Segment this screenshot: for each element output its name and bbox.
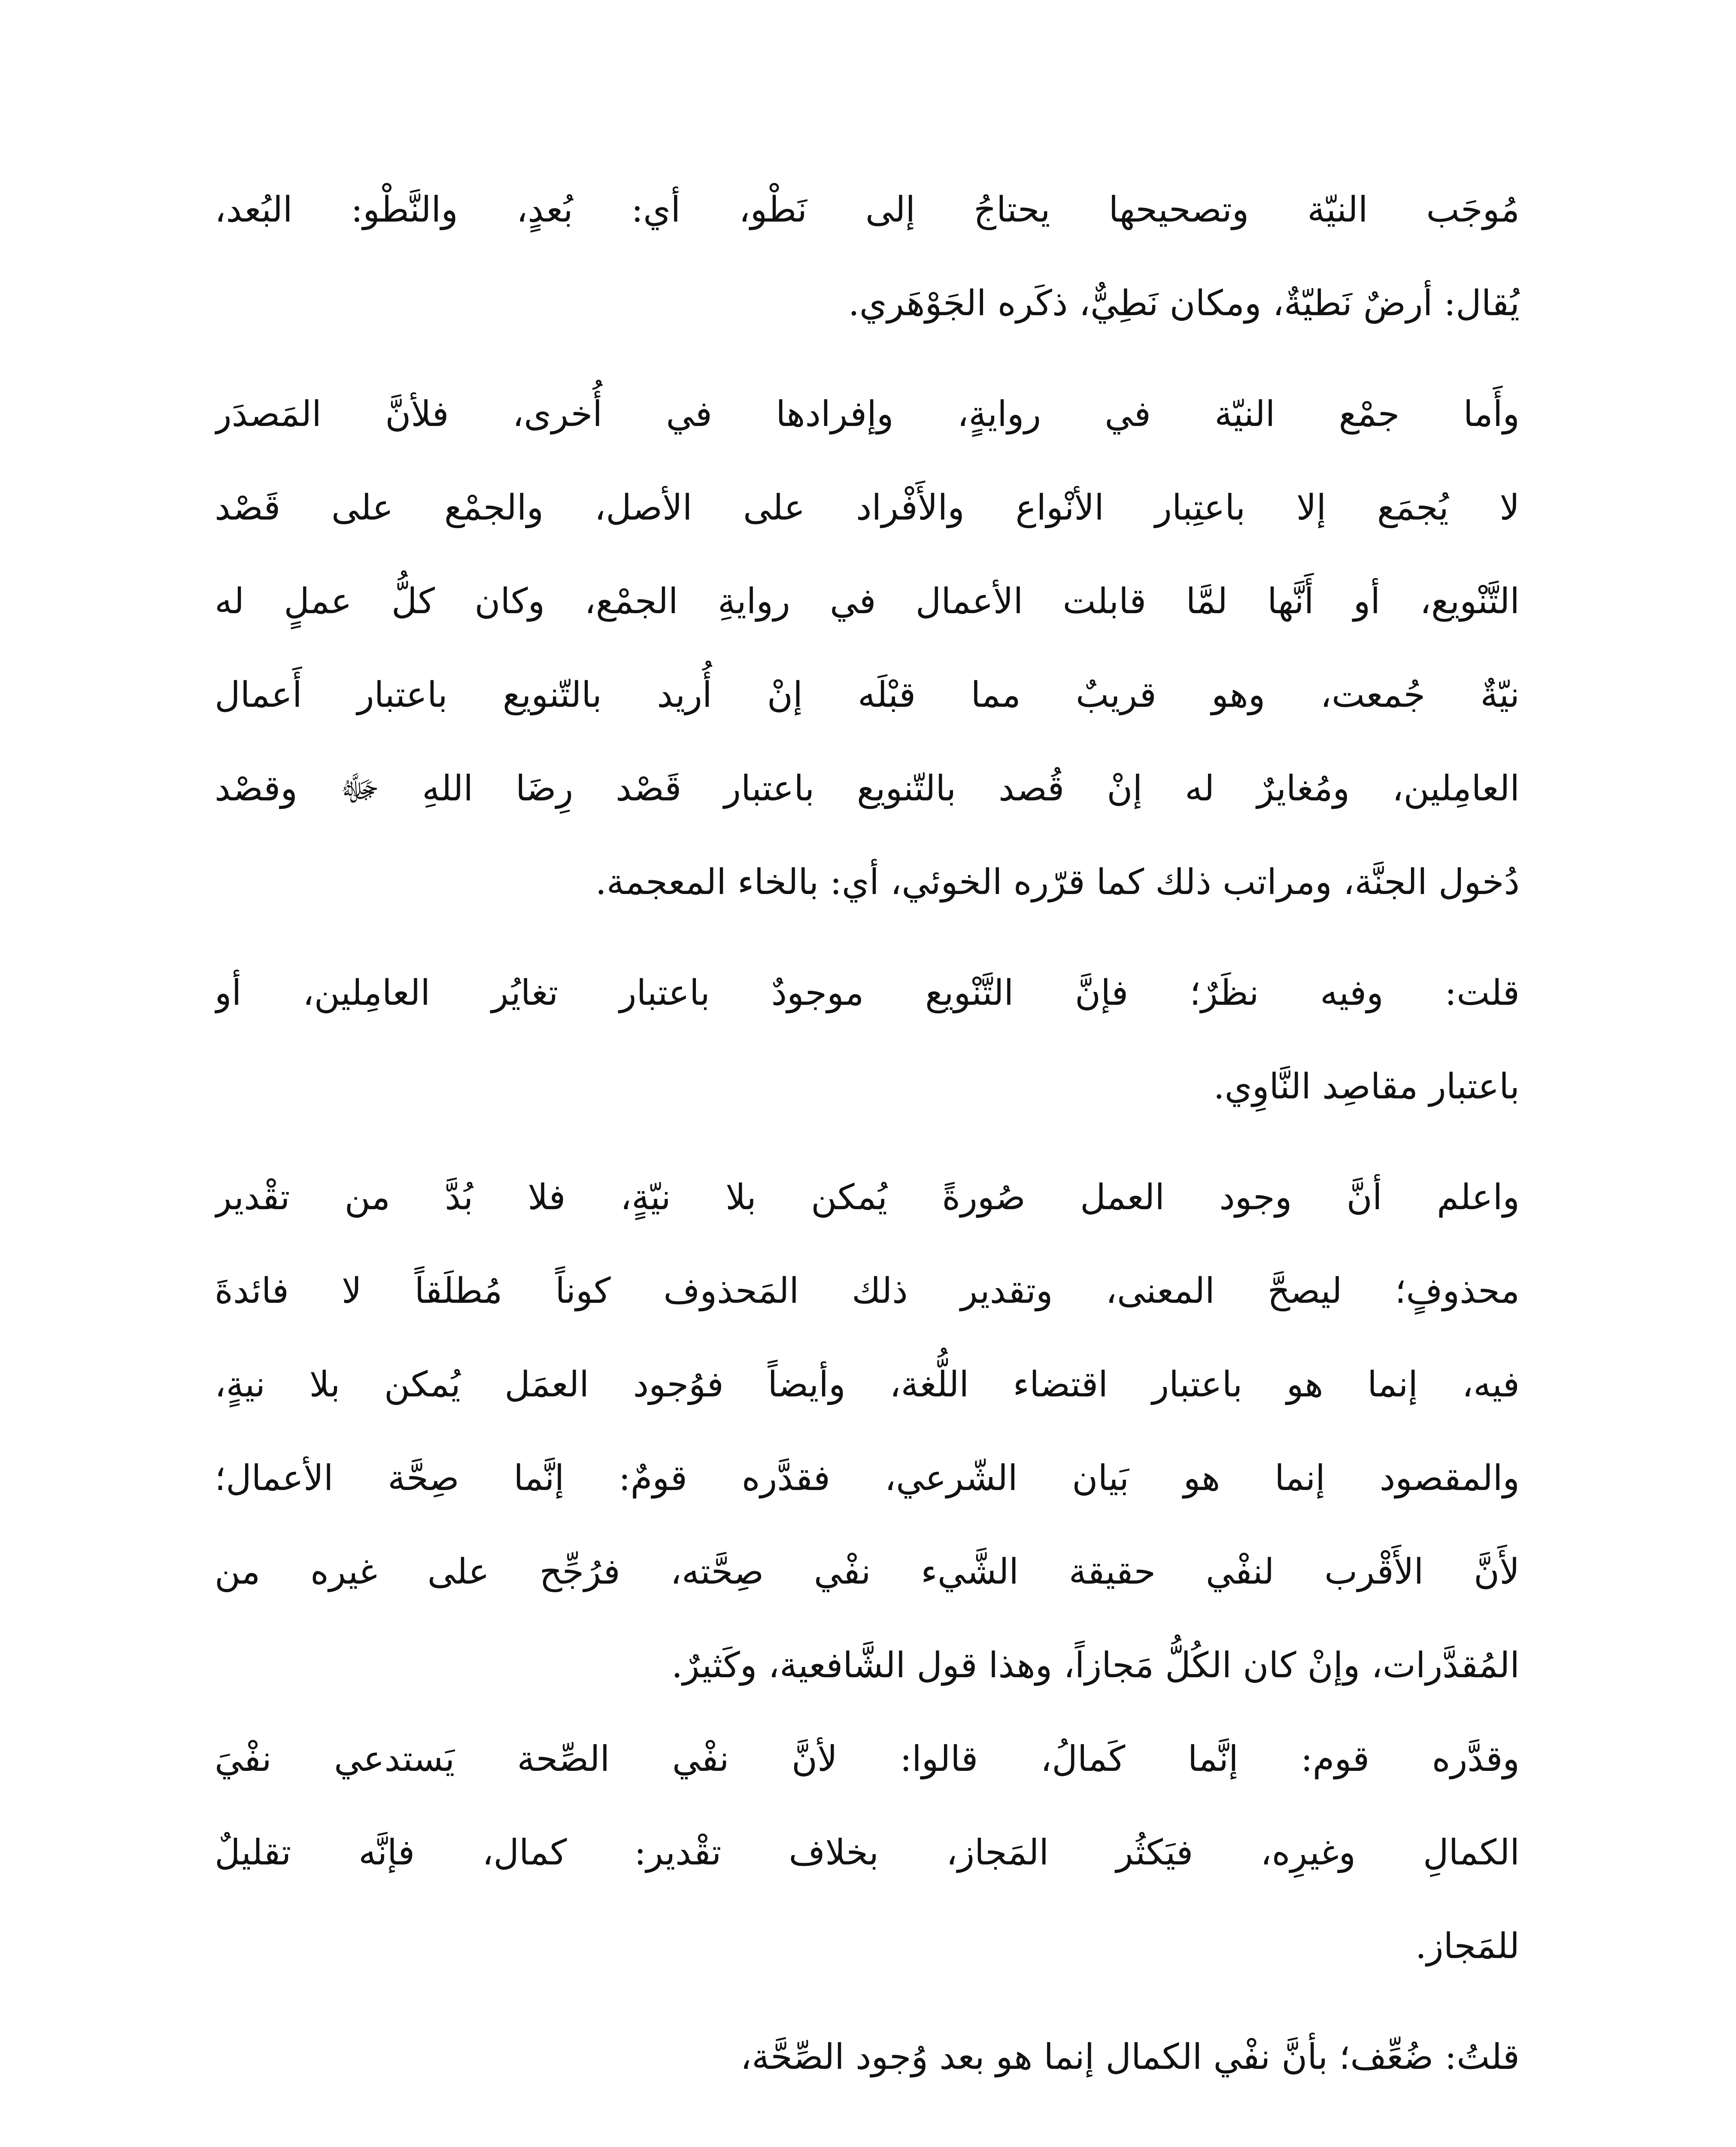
paragraph <box>215 163 1520 350</box>
paragraph <box>215 368 1520 929</box>
paragraph <box>215 2010 1520 2104</box>
text-line: والمقصود إنما هو بَيان الشّرعي، فقدَّره قومٌ: إنَّما صِحَّة الأعمال؛ <box>215 1458 1520 1499</box>
text-line: وأَما جمْع النيّة في روايةٍ، وإفرادها في أُخرى، فلأنَّ المَصدَر <box>215 394 1520 435</box>
text-line: المُقدَّرات، وإنْ كان الكُلُّ مَجازاً، وهذا قول الشَّافعية، وكَثيرٌ. <box>671 1645 1520 1686</box>
paragraph <box>215 946 1520 1134</box>
text-line: لا يُجمَع إلا باعتِبار الأنْواع والأَفْراد على الأصل، والجمْع على قَصْد <box>215 487 1520 528</box>
text-line: مُوجَب النيّة وتصحيحها يحتاجُ إلى نَطْو، أي: بُعدٍ، والنَّطْو: البُعد، <box>215 189 1520 230</box>
text-line: الكمالِ وغيرِه، فيَكثُر المَجاز، بخلاف تقْدير: كمال، فإنَّه تقليلٌ <box>215 1832 1520 1873</box>
text-line: العامِلين، ومُغايرٌ له إنْ قُصد بالتّنويع باعتبار قَصْد رِضَا اللهِ ﷻ وقصْد <box>215 768 1520 809</box>
text-line: للمَجاز. <box>1415 1926 1520 1967</box>
text-line: وقدَّره قوم: إنَّما كَمالُ، قالوا: لأنَّ نفْي الصِّحة يَستدعي نفْيَ <box>215 1739 1520 1779</box>
text-line: دُخول الجنَّة، ومراتب ذلك كما قرّره الخوئي، أي: بالخاء المعجمة. <box>595 862 1520 903</box>
text-line: التَّنْويع، أو أَنَّها لمَّا قابلت الأعمال في روايةِ الجمْع، وكان كلُّ عملٍ له <box>215 581 1520 622</box>
text-line: قلتُ: ضُعِّف؛ بأنَّ نفْي الكمال إنما هو بعد وُجود الصِّحَّة، <box>740 2037 1520 2077</box>
paragraph <box>215 1151 1520 1712</box>
text-line: واعلم أنَّ وجود العمل صُورةً يُمكن بلا نيّةٍ، فلا بُدَّ من تقْدير <box>215 1177 1520 1218</box>
text-line: يُقال: أرضٌ نَطيّةٌ، ومكان نَطِيٌّ، ذكَره الجَوْهَري. <box>848 283 1520 324</box>
body-text <box>215 163 1520 2104</box>
paragraph <box>215 1712 1520 1993</box>
text-line: فيه، إنما هو باعتبار اقتضاء اللُّغة، وأيضاً فوُجود العمَل يُمكن بلا نيةٍ، <box>215 1364 1520 1405</box>
text-line: محذوفٍ؛ ليصحَّ المعنى، وتقدير ذلك المَحذوف كوناً مُطلَقاً لا فائدةَ <box>215 1271 1520 1311</box>
text-line: لأَنَّ الأَقْرب لنفْي حقيقة الشَّيء نفْي صِحَّته، فرُجِّح على غيره من <box>215 1551 1520 1592</box>
text-line: قلت: وفيه نظَرٌ؛ فإنَّ التَّنْويع موجودٌ باعتبار تغايُر العامِلين، أو <box>215 973 1520 1013</box>
text-line: نيّةٌ جُمعت، وهو قريبٌ مما قبْلَه إنْ أُريد بالتّنويع باعتبار أَعمال <box>215 675 1520 715</box>
text-line: باعتبار مقاصِد النَّاوِي. <box>1213 1066 1520 1107</box>
